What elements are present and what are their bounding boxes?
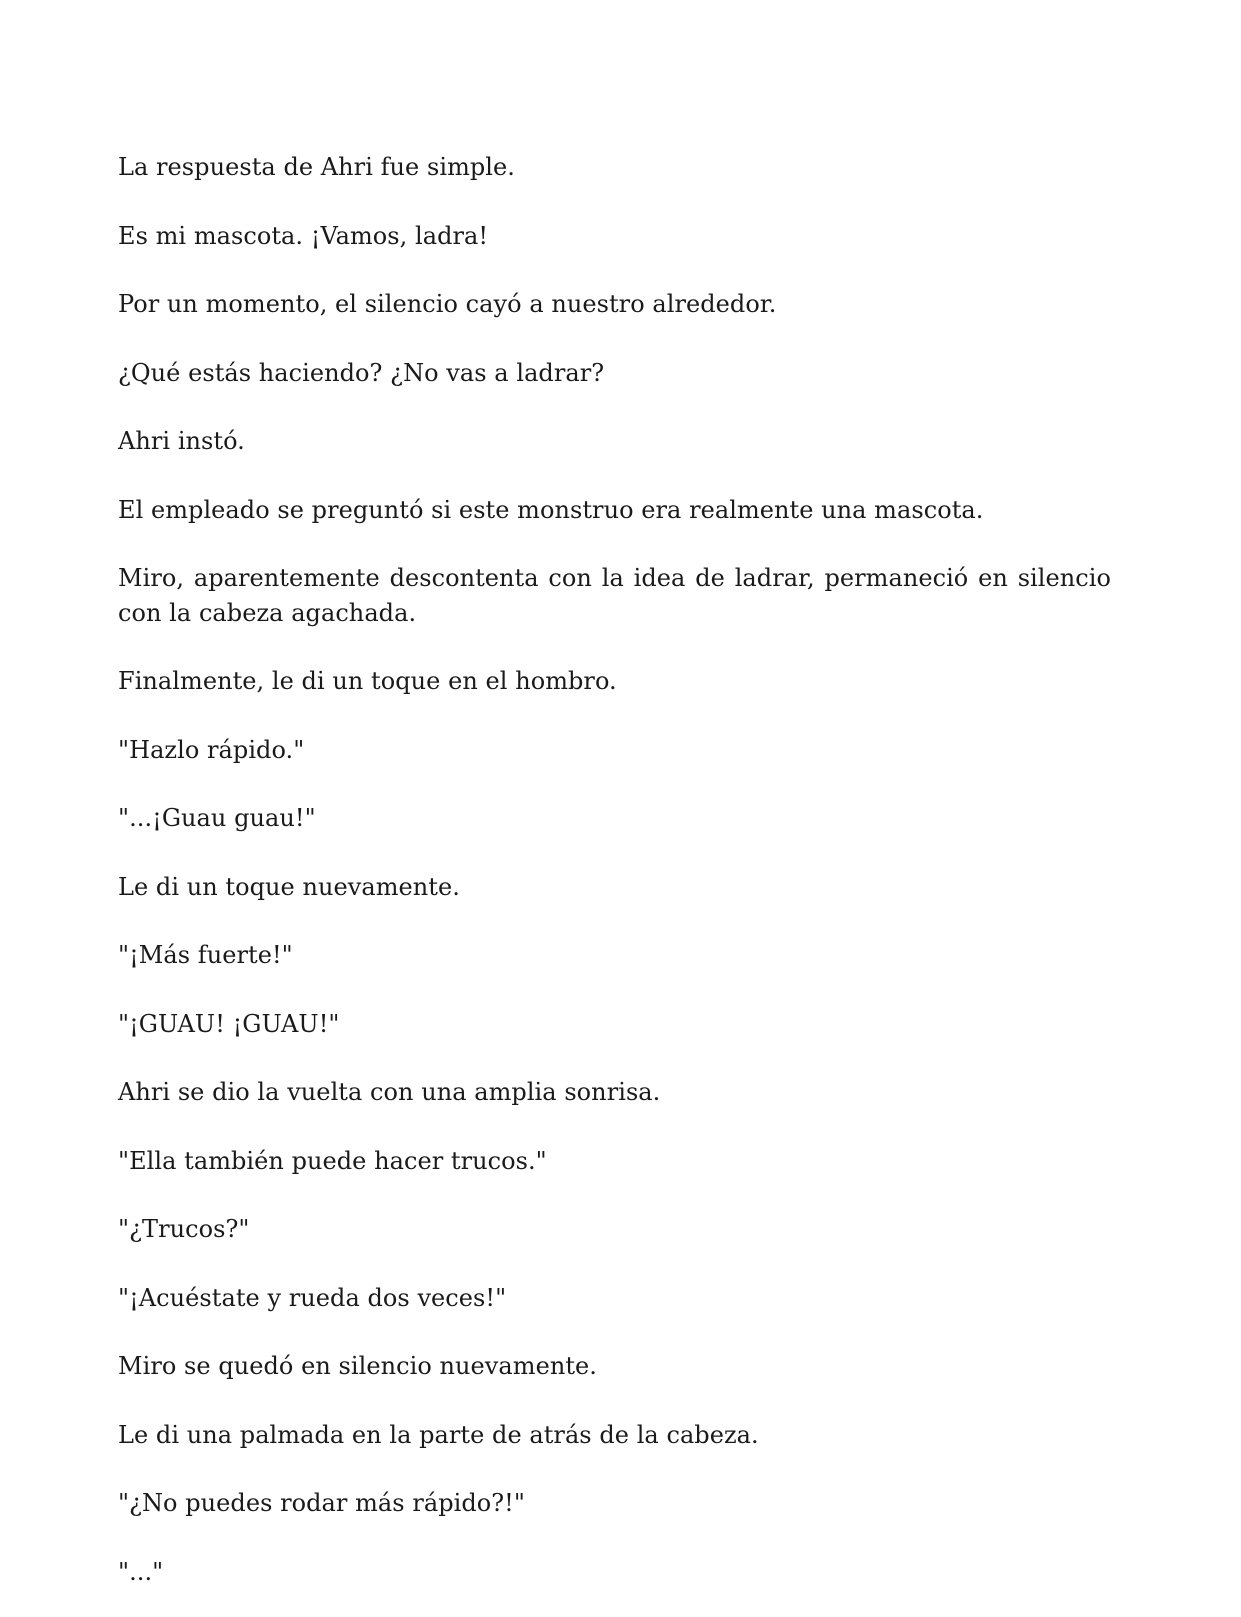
paragraph-4: ¿Qué estás haciendo? ¿No vas a ladrar?	[118, 358, 605, 387]
paragraph-13: "¡GUAU! ¡GUAU!"	[118, 1009, 340, 1038]
paragraph-17: "¡Acuéstate y rueda dos veces!"	[118, 1283, 507, 1312]
paragraph-18: Miro se quedó en silencio nuevamente.	[118, 1352, 597, 1380]
paragraph-1: La respuesta de Ahri fue simple.	[118, 153, 515, 181]
paragraph-5: Ahri instó.	[118, 427, 245, 455]
paragraph-9: "Hazlo rápido."	[118, 735, 305, 764]
paragraph-3: Por un momento, el silencio cayó a nuestro alrededor.	[118, 290, 777, 318]
paragraph-20: "¿No puedes rodar más rápido?!"	[118, 1489, 525, 1517]
paragraph-7: Miro, aparentemente descontenta con la idea de ladrar, permaneció en silencio con la cabeza agachada.	[118, 564, 1111, 627]
paragraph-14: Ahri se dio la vuelta con una amplia sonrisa.	[118, 1078, 661, 1106]
paragraph-16: "¿Trucos?"	[118, 1215, 250, 1243]
paragraph-15: "Ella también puede hacer trucos."	[118, 1146, 547, 1175]
paragraph-6: El empleado se preguntó si este monstruo era realmente una mascota.	[118, 495, 984, 524]
paragraph-8: Finalmente, le di un toque en el hombro.	[118, 667, 617, 695]
paragraph-2: Es mi mascota. ¡Vamos, ladra!	[118, 221, 489, 250]
paragraph-12: "¡Más fuerte!"	[118, 941, 293, 969]
paragraph-19: Le di una palmada en la parte de atrás de la cabeza.	[118, 1420, 759, 1449]
paragraph-11: Le di un toque nuevamente.	[118, 872, 460, 901]
paragraph-21: "..."	[118, 1557, 164, 1586]
paragraph-10: "...¡Guau guau!"	[118, 804, 316, 832]
